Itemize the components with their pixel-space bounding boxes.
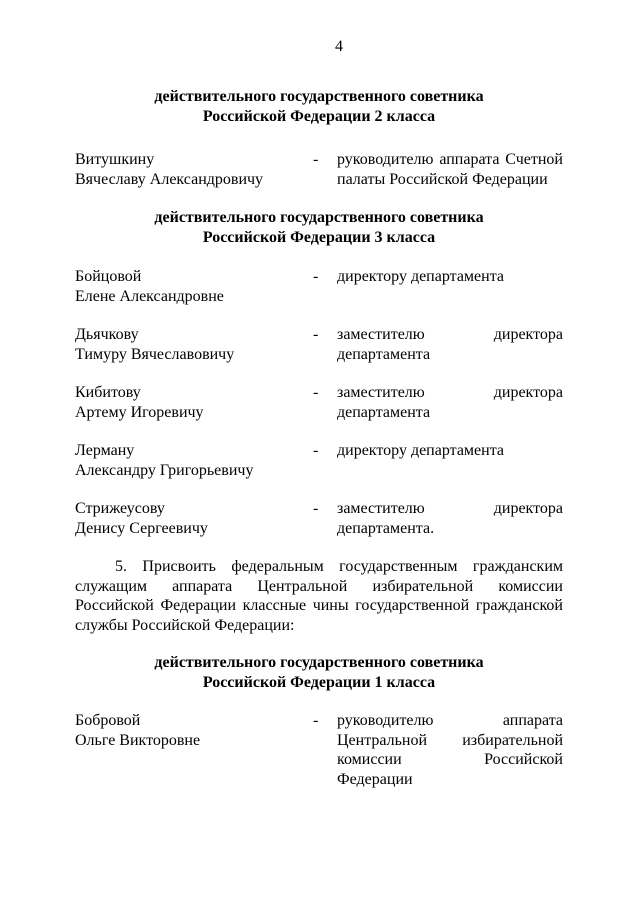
appointee-name — [75, 383, 307, 422]
separator-dash: - — [313, 326, 319, 343]
appointee-surname: Кибитову — [75, 384, 141, 401]
separator-dash: - — [313, 442, 319, 459]
appointee-entry — [0, 150, 640, 190]
appointee-surname: Бойцовой — [75, 268, 142, 285]
appointee-position — [337, 325, 563, 364]
appointee-name — [75, 325, 307, 364]
separator-dash: - — [313, 151, 319, 168]
rank-heading-line: действительного государственного советника — [154, 654, 484, 671]
rank-heading — [75, 653, 563, 692]
position-line: Центральной избирательной — [337, 731, 563, 749]
position-line: директору департамента — [337, 268, 504, 285]
appointee-position — [337, 499, 563, 538]
appointee-name — [75, 711, 307, 750]
paragraph-line: Российской Федерации классные чины государственной гражданской — [75, 597, 563, 614]
separator-dash: - — [313, 384, 319, 401]
appointee-entry — [0, 499, 640, 539]
rank-heading — [75, 208, 563, 247]
appointee-given-names: Артему Игоревичу — [75, 403, 204, 421]
appointee-surname: Витушкину — [75, 151, 155, 168]
decree-paragraph — [75, 557, 563, 635]
position-line: заместителю директора — [337, 384, 563, 401]
position-line: комиссии Российской — [337, 751, 563, 768]
appointee-given-names: Елене Александровне — [75, 287, 224, 305]
appointee-entry — [0, 383, 640, 423]
paragraph-line: служащим аппарата Центральной избирательной комиссии — [75, 577, 563, 595]
appointee-position — [337, 711, 563, 789]
appointee-entry — [0, 441, 640, 481]
paragraph-line: 5. Присвоить федеральным государственным гражданским — [115, 558, 563, 575]
position-line: департамента. — [337, 519, 435, 537]
rank-heading-line: действительного государственного советника — [154, 209, 484, 226]
rank-heading-line: Российской Федерации 2 класса — [202, 107, 436, 125]
appointee-position — [337, 150, 563, 189]
appointee-position — [337, 441, 563, 461]
position-line: Федерации — [337, 770, 413, 788]
rank-heading-line: Российской Федерации 3 класса — [202, 228, 436, 246]
position-line: руководителю аппарата — [337, 712, 563, 729]
appointee-position — [337, 267, 563, 287]
position-line: руководителю аппарата Счетной — [337, 151, 563, 168]
position-line: заместителю директора — [337, 500, 563, 517]
separator-dash: - — [313, 500, 319, 517]
appointee-given-names: Александру Григорьевичу — [75, 461, 254, 479]
rank-heading — [75, 87, 563, 126]
appointee-entry — [0, 267, 640, 307]
separator-dash: - — [313, 268, 319, 285]
appointee-name — [75, 441, 307, 480]
appointee-position — [337, 383, 563, 422]
rank-heading-line: Российской Федерации 1 класса — [202, 673, 436, 691]
position-line: палаты Российской Федерации — [337, 170, 548, 188]
appointee-entry — [0, 711, 640, 788]
position-line: директору департамента — [337, 442, 504, 459]
appointee-surname: Лерману — [75, 442, 135, 459]
appointee-given-names: Ольге Викторовне — [75, 731, 201, 749]
appointee-name — [75, 499, 307, 538]
rank-heading-line: действительного государственного советника — [154, 88, 484, 105]
paragraph-line: службы Российской Федерации: — [75, 616, 295, 634]
position-line: департамента — [337, 403, 431, 421]
appointee-entry — [0, 325, 640, 365]
position-line: заместителю директора — [337, 326, 563, 343]
appointee-given-names: Вячеславу Александровичу — [75, 170, 264, 188]
appointee-name — [75, 150, 307, 189]
appointee-surname: Стрижеусову — [75, 500, 165, 517]
appointee-given-names: Денису Сергеевичу — [75, 519, 208, 537]
appointee-surname: Дьячкову — [75, 326, 139, 343]
appointee-surname: Бобровой — [75, 712, 141, 729]
appointee-given-names: Тимуру Вячеславовичу — [75, 345, 235, 363]
page-number: 4 — [335, 38, 343, 55]
separator-dash: - — [313, 712, 319, 729]
position-line: департамента — [337, 345, 431, 363]
appointee-name — [75, 267, 307, 306]
